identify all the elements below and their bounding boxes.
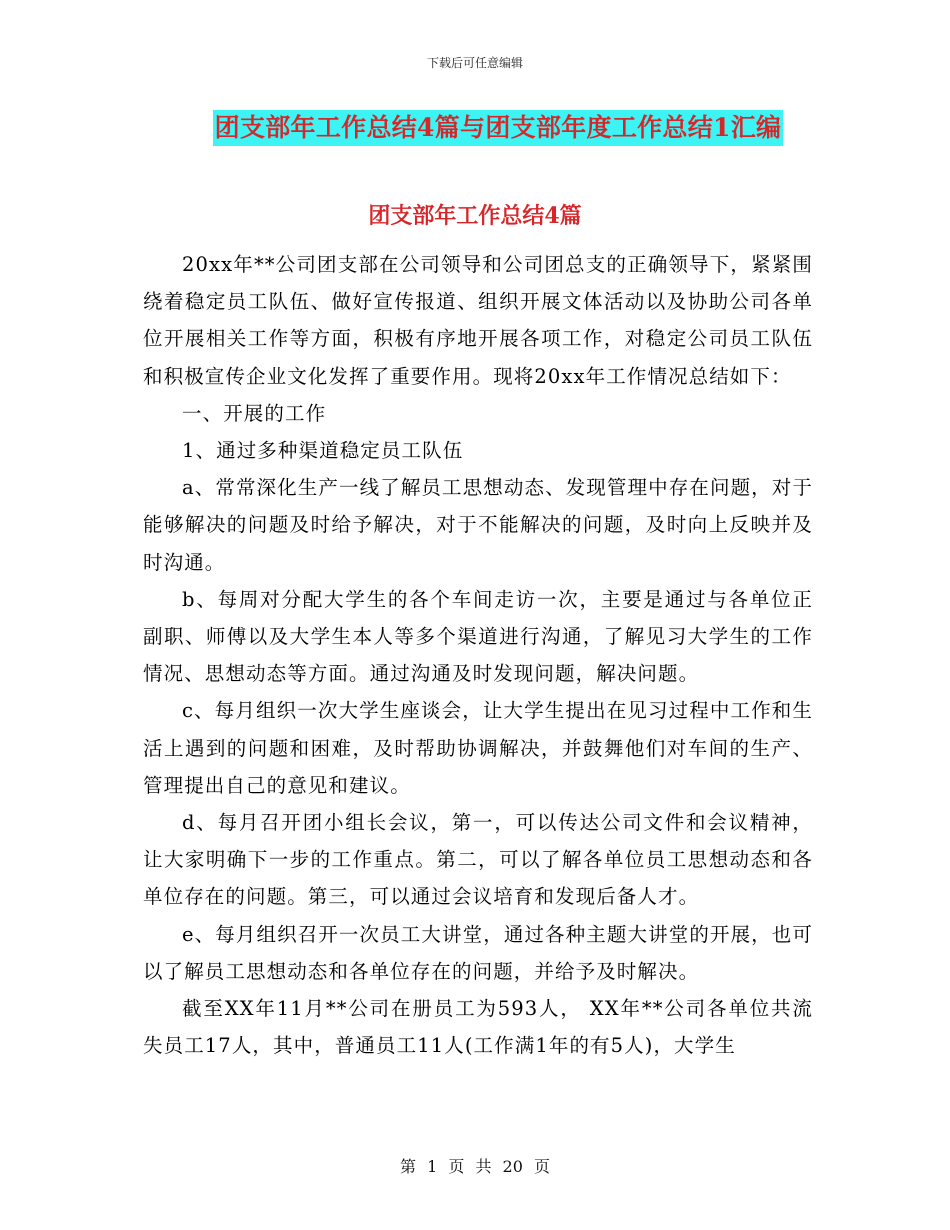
body-paragraph: 20xx年**公司团支部在公司领导和公司团总支的正确领导下，紧紧围绕着稳定员工队伍、做好宣传报道、组织开展文体活动以及协助公司各单位开展相关工作等方面，积极有序地开展各项工作，对稳定公司员工队伍和积极宣传企业文化发挥了重要作用。现将20xx年工作情况总结如下：	[143, 253, 813, 388]
body-paragraph: d、每月召开团小组长会议，第一，可以传达公司文件和会议精神，让大家明确下一步的工作重点。第二，可以了解各单位员工思想动态和各单位存在的问题。第三，可以通过会议培育和发现后备人才。	[143, 811, 813, 909]
document-body	[143, 246, 813, 1064]
page-header-note: 下载后可任意编辑	[426, 56, 523, 70]
body-paragraph: c、每月组织一次大学生座谈会，让大学生提出在见习过程中工作和生活上遇到的问题和困难，及时帮助协调解决，并鼓舞他们对车间的生产、管理提出自己的意见和建议。	[143, 699, 813, 797]
body-paragraph: e、每月组织召开一次员工大讲堂，通过各种主题大讲堂的开展，也可以了解员工思想动态和各单位存在的问题，并给予及时解决。	[143, 922, 813, 983]
document-title-container	[0, 110, 950, 146]
body-paragraph: b、每周对分配大学生的各个车间走访一次，主要是通过与各单位正副职、师傅以及大学生本人等多个渠道进行沟通，了解见习大学生的工作情况、思想动态等方面。通过沟通及时发现问题，解决问题。	[143, 587, 813, 686]
page-number: 第 1 页 共 20 页	[400, 1157, 550, 1176]
section-title: 团支部年工作总结4篇	[368, 203, 582, 229]
body-paragraph: 截至XX年11月**公司在册员工为593人， XX年**公司各单位共流失员工17人，其中，普通员工11人(工作满1年的有5人)，大学生	[143, 997, 813, 1058]
body-paragraph: 1、通过多种渠道稳定员工队伍	[182, 439, 464, 463]
body-paragraph: 一、开展的工作	[182, 401, 327, 425]
document-title: 团支部年工作总结4篇与团支部年度工作总结1汇编	[213, 110, 784, 146]
body-paragraph: a、常常深化生产一线了解员工思想动态、发现管理中存在问题，对于能够解决的问题及时给予解决，对于不能解决的问题，及时向上反映并及时沟通。	[143, 476, 813, 574]
